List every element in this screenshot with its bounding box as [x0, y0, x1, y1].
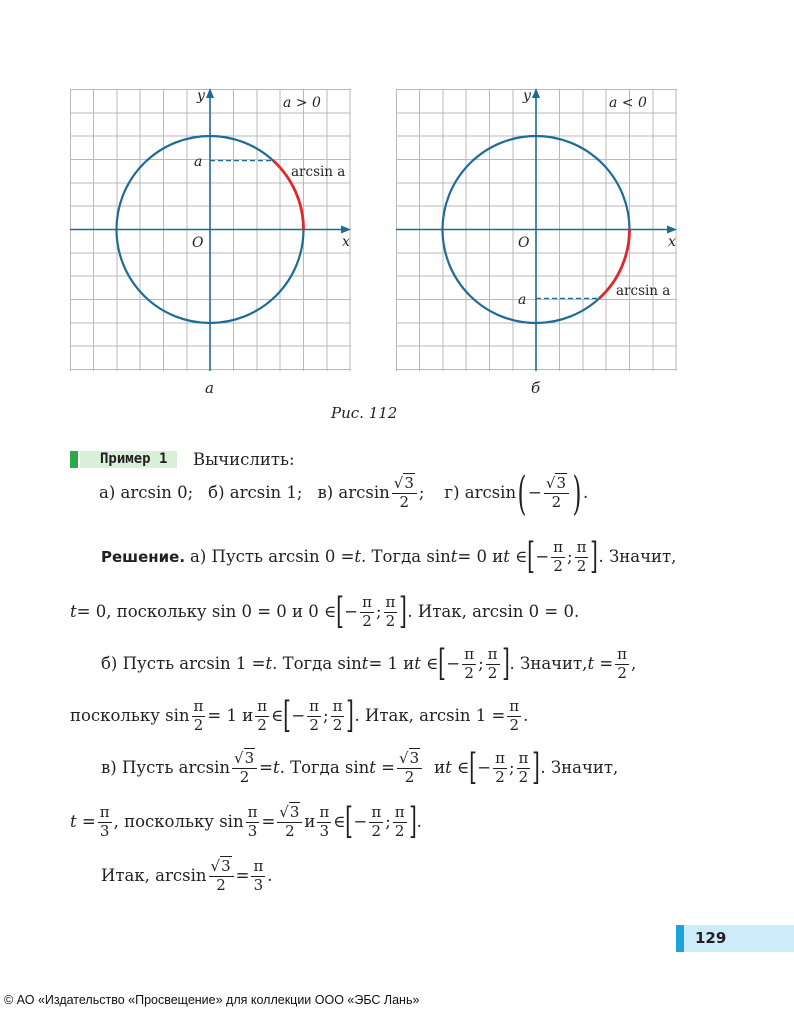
- solution-heading: Решение.: [101, 547, 186, 566]
- page-number-box: [676, 925, 794, 952]
- solution-line-7: Итак, arcsin $\frac{√3}{2}$ = $\frac{\pi}{3}$ .: [101, 856, 273, 894]
- figure-caption: Рис. 112: [331, 404, 398, 422]
- arcsin-label-a: arcsin a: [291, 164, 346, 180]
- unit-circle-figure-b: [396, 88, 678, 372]
- figure-sub-label-b: б: [531, 379, 541, 397]
- y-axis-label-b: y: [523, 88, 531, 104]
- example-accent-bar: [70, 451, 78, 468]
- copyright-notice: © АО «Издательство «Просвещение» для коллекции ООО «ЭБС Лань»: [4, 993, 420, 1007]
- task-g: г) arcsin: [444, 482, 517, 502]
- example-task: Вычислить:: [193, 450, 295, 469]
- solution-line-1: Решение. а) Пусть arcsin 0 = t . Тогда sin t = 0 и t ∈ [ − $\frac{\pi}{2}$ ; $\frac{\pi}{2}$ ] . Значит,: [101, 535, 677, 577]
- page-number: 129: [695, 929, 727, 947]
- solution-line-2: t = 0, поскольку sin 0 = 0 и 0 ∈ [ − $\frac{\pi}{2}$ ; $\frac{\pi}{2}$ ] . Итак, arcsin 0 = 0.: [70, 590, 580, 632]
- condition-label-a: a > 0: [283, 95, 321, 111]
- x-axis-label-a: x: [342, 234, 350, 250]
- page-number-accent: [676, 925, 684, 952]
- solution-line-3: б) Пусть arcsin 1 = t . Тогда sin t = 1 и t ∈ [ − $\frac{\pi}{2}$ ; $\frac{\pi}{2}$ ] . Значит, t = $\frac{\pi}{2}$ ,: [101, 642, 637, 684]
- a-label-a: a: [194, 154, 203, 170]
- unit-circle-figure-a: [70, 88, 352, 372]
- figure-sub-label-a: а: [205, 379, 214, 397]
- task-v: в) arcsin: [317, 482, 390, 502]
- solution-line-4: поскольку sin $\frac{\pi}{2}$ = 1 и $\frac{\pi}{2}$ ∈ [ − $\frac{\pi}{2}$ ; $\frac{\pi}{2}$ ] . Итак, arcsin 1 = $\frac{\pi}{2}$ .: [70, 694, 529, 736]
- a-label-b: a: [518, 292, 527, 308]
- origin-label-a: O: [192, 235, 204, 251]
- example-label: Пример 1: [80, 451, 177, 468]
- condition-label-b: a < 0: [609, 95, 647, 111]
- y-axis-label-a: y: [197, 88, 205, 104]
- origin-label-b: O: [518, 235, 530, 251]
- arcsin-label-b: arcsin a: [616, 283, 671, 299]
- solution-line-6: t = $\frac{\pi}{3}$ , поскольку sin $\frac{\pi}{3}$ = $\frac{√3}{2}$ и $\frac{\pi}{3}$ ∈ [ − $\frac{\pi}{2}$ ; $\frac{\pi}{2}$ ] .: [70, 800, 422, 842]
- task-b: б) arcsin 1;: [208, 482, 303, 502]
- solution-line-5: в) Пусть arcsin $\frac{√3}{2}$ = t . Тогда sin t = $\frac{√3}{2}$ и t ∈ [ − $\frac{\pi}{2}$ ; $\frac{\pi}{2}$ ] . Значит,: [101, 746, 619, 788]
- x-axis-label-b: x: [668, 234, 676, 250]
- example-tasks-line: а) arcsin 0; б) arcsin 1; в) arcsin $\frac{√3}{2}$ ; г) arcsin ( − $\frac{√3}{2}$ ) .: [99, 465, 589, 520]
- task-a: а) arcsin 0;: [99, 482, 194, 502]
